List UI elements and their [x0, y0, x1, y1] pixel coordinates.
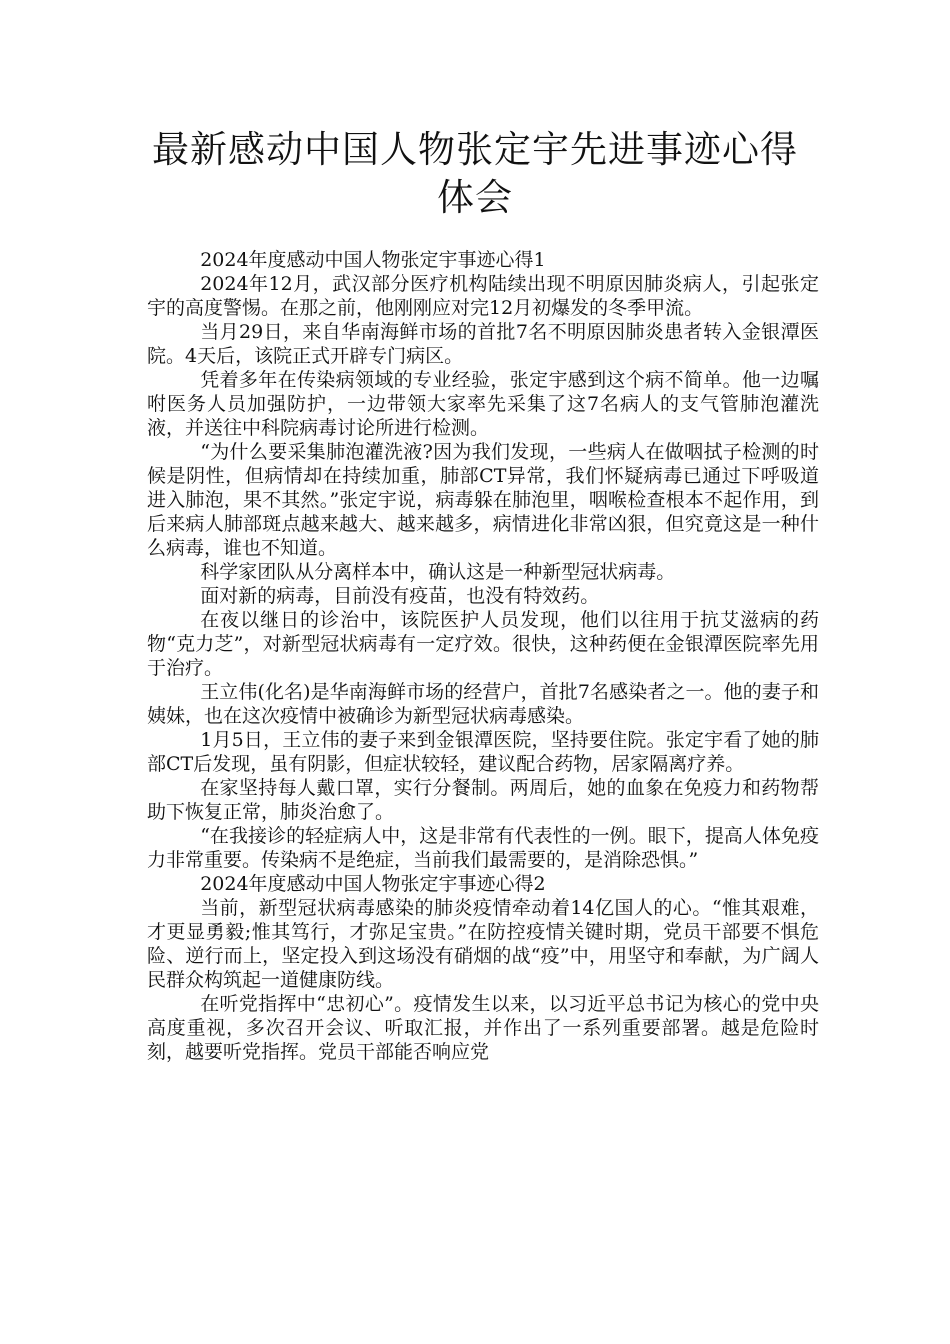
paragraph: 当前，新型冠状病毒感染的肺炎疫情牵动着14亿国人的心。“惟其艰难，才更显勇毅;惟其笃行，才弥足宝贵。”在防控疫情关键时期，党员干部要不惧危险、逆行而上，坚定投入到这场没有硝烟的战“疫”中，用坚守和奉献，为广阔人民群众构筑起一道健康防线。 — [147, 897, 819, 991]
paragraph-heading-1: 2024年度感动中国人物张定宇事迹心得1 — [200, 249, 546, 271]
paragraph-heading-2: 2024年度感动中国人物张定宇事迹心得2 — [200, 873, 546, 895]
paragraph: 王立伟(化名)是华南海鲜市场的经营户，首批7名感染者之一。他的妻子和姨妹，也在这次疫情中被确诊为新型冠状病毒感染。 — [147, 681, 819, 727]
page-title: 最新感动中国人物张定宇先进事迹心得体会 — [152, 128, 798, 219]
paragraph: 凭着多年在传染病领域的专业经验，张定宇感到这个病不简单。他一边嘱咐医务人员加强防护，一边带领大家率先采集了这7名病人的支气管肺泡灌洗液，并送往中科院病毒讨论所进行检测。 — [147, 369, 819, 439]
paragraph: 科学家团队从分离样本中，确认这是一种新型冠状病毒。 — [200, 561, 676, 583]
paragraph: “在我接诊的轻症病人中，这是非常有代表性的一例。眼下，提高人体免疫力非常重要。传染病不是绝症，当前我们最需要的，是消除恐惧。” — [147, 825, 819, 871]
paragraph: 面对新的病毒，目前没有疫苗，也没有特效药。 — [200, 585, 600, 607]
paragraph: “为什么要采集肺泡灌洗液?因为我们发现，一些病人在做咽拭子检测的时候是阴性，但病情却在持续加重，肺部CT异常，我们怀疑病毒已通过下呼吸道进入肺泡，果不其然。”张定宇说，病毒躲在肺泡里，咽喉检查根本不起作用，到后来病人肺部斑点越来越大、越来越多，病情进化非常凶狠，但究竟这是一种什么病毒，谁也不知道。 — [147, 441, 819, 559]
document-body — [147, 248, 819, 1064]
paragraph: 在听党指挥中“忠初心”。疫情发生以来，以习近平总书记为核心的党中央高度重视，多次召开会议、听取汇报，并作出了一系列重要部署。越是危险时刻，越要听党指挥。党员干部能否响应党 — [147, 993, 819, 1063]
paragraph: 在夜以继日的诊治中，该院医护人员发现，他们以往用于抗艾滋病的药物“克力芝”，对新型冠状病毒有一定疗效。很快，这种药便在金银潭医院率先用于治疗。 — [147, 609, 819, 679]
paragraph: 当月29日，来自华南海鲜市场的首批7名不明原因肺炎患者转入金银潭医院。4天后，该院正式开辟专门病区。 — [147, 321, 819, 367]
paragraph: 1月5日，王立伟的妻子来到金银潭医院，坚持要住院。张定宇看了她的肺部CT后发现，虽有阴影，但症状较轻，建议配合药物，居家隔离疗养。 — [147, 729, 819, 775]
paragraph: 在家坚持每人戴口罩，实行分餐制。两周后，她的血象在免疫力和药物帮助下恢复正常，肺炎治愈了。 — [147, 777, 819, 823]
paragraph: 2024年12月，武汉部分医疗机构陆续出现不明原因肺炎病人，引起张定宇的高度警惕。在那之前，他刚刚应对完12月初爆发的冬季甲流。 — [147, 273, 819, 319]
